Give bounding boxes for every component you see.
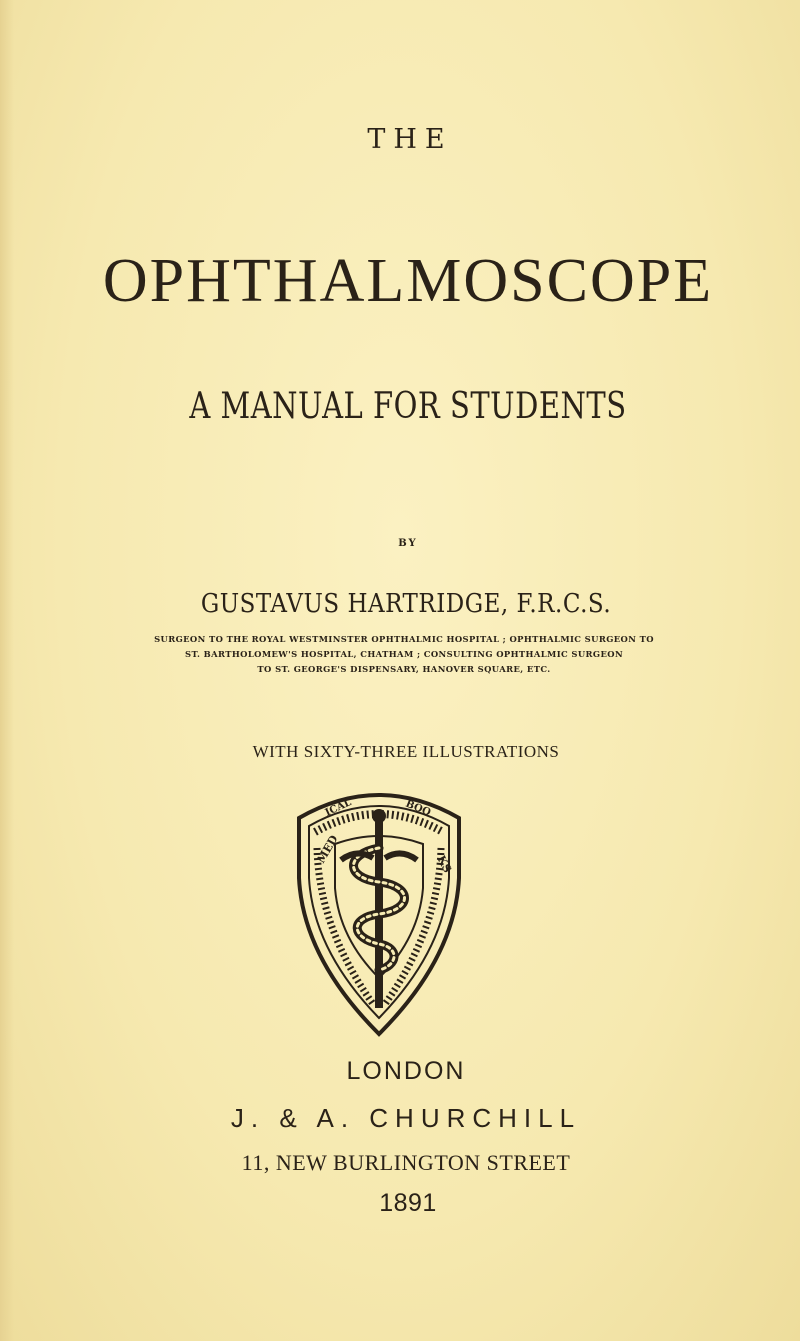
author-credentials-line: SURGEON TO THE ROYAL WESTMINSTER OPHTHALMIC HOSPITAL ; OPHTHALMIC SURGEON TO [154, 634, 654, 644]
author-credentials-line: ST. BARTHOLOMEW'S HOSPITAL, CHATHAM ; CONSULTING OPHTHALMIC SURGEON [185, 649, 623, 659]
author-credentials-line: TO ST. GEORGE'S DISPENSARY, HANOVER SQUARE, ETC. [257, 664, 551, 674]
publication-year: 1891 [379, 1189, 437, 1217]
publisher-seal-icon [293, 778, 465, 1038]
svg-text:ICAL: ICAL [323, 797, 354, 819]
book-subtitle: A MANUAL FOR STUDENTS [189, 384, 627, 427]
book-title: OPHTHALMOSCOPE [102, 247, 714, 315]
publisher-name: J. & A. CHURCHILL [230, 1103, 582, 1133]
illustrations-note: WITH SIXTY-THREE ILLUSTRATIONS [252, 742, 560, 761]
publication-city: LONDON [346, 1057, 466, 1085]
by-label: BY [398, 538, 418, 549]
svg-text:BOO: BOO [403, 798, 433, 819]
svg-text:MED: MED [314, 832, 341, 866]
svg-text:KS: KS [434, 853, 455, 875]
title-article: THE [367, 124, 453, 155]
author-name: GUSTAVUS HARTRIDGE, F.R.C.S. [200, 589, 612, 619]
publisher-address: 11, NEW BURLINGTON STREET [241, 1150, 571, 1175]
